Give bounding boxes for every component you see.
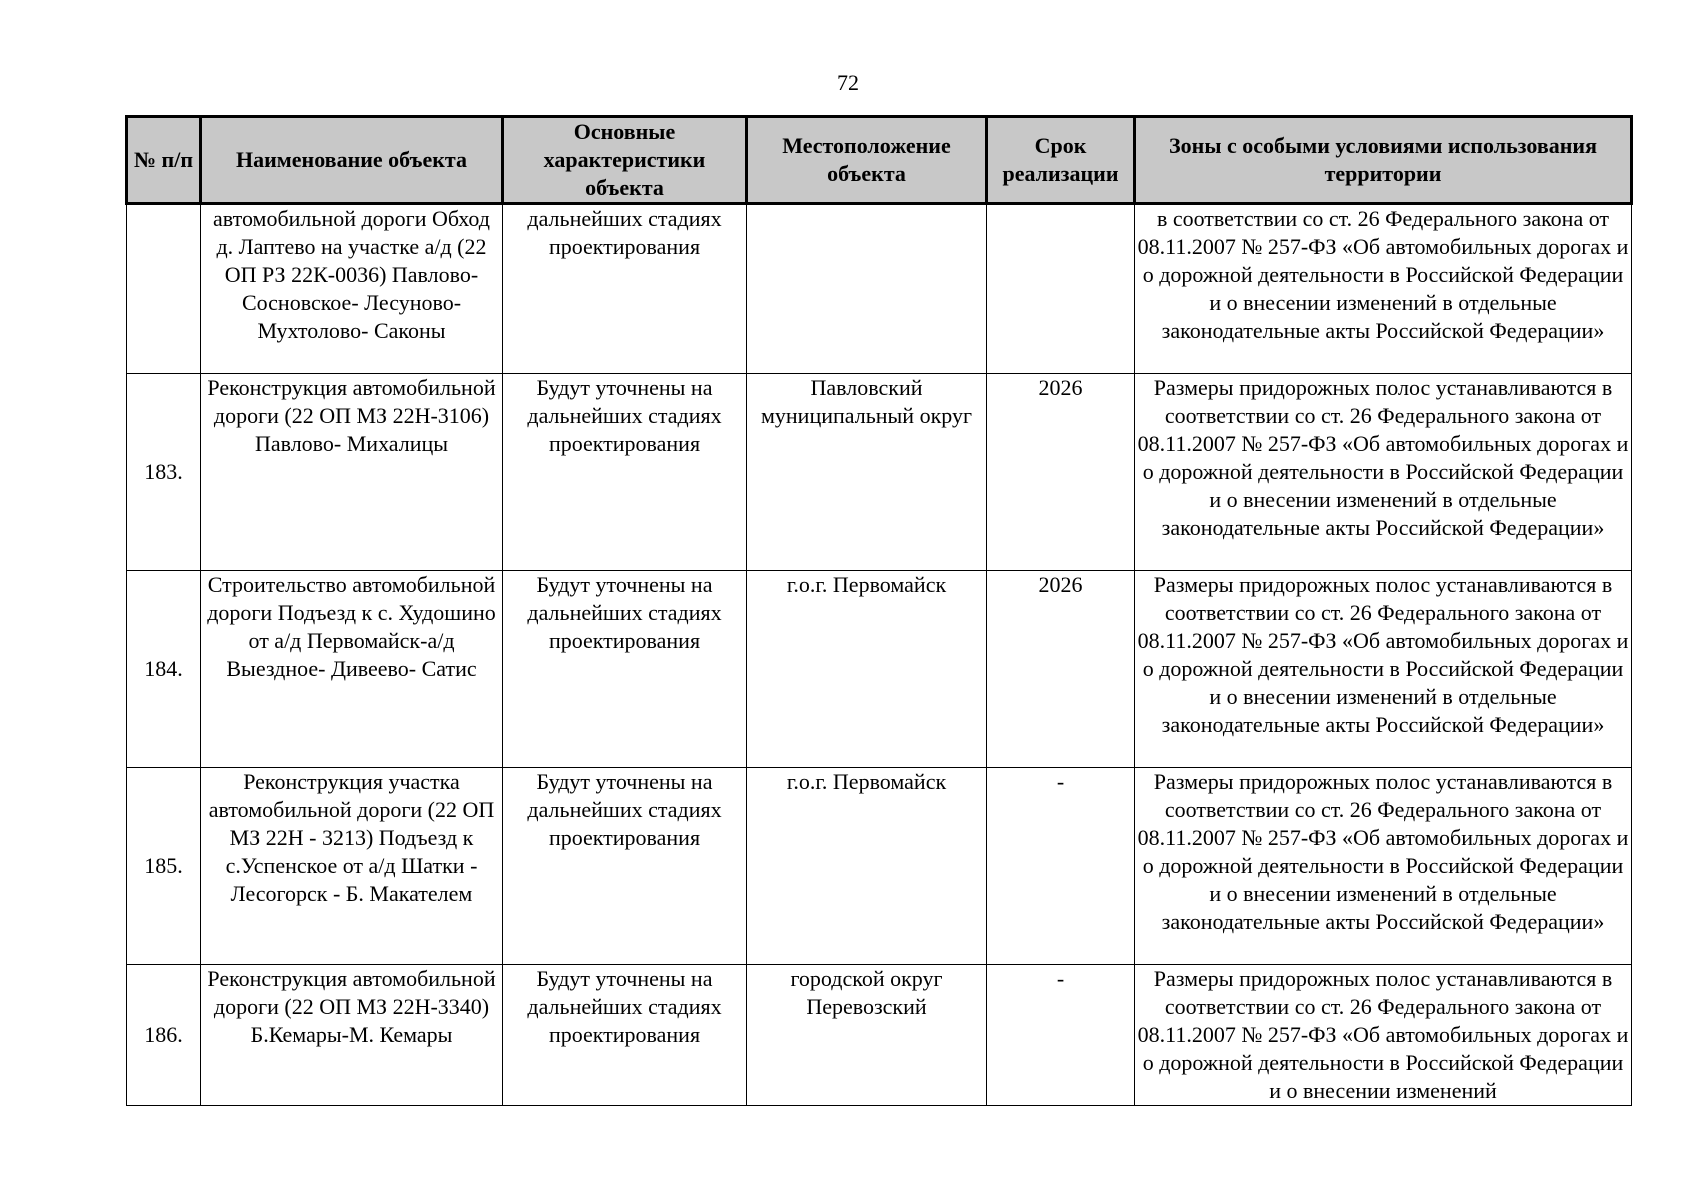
cell-location: городской округ Перевозский [747, 965, 987, 1106]
cell-number: 186. [127, 965, 201, 1106]
header-number: № п/п [127, 117, 201, 204]
cell-number: 184. [127, 571, 201, 768]
cell-term [987, 204, 1135, 374]
cell-term: - [987, 965, 1135, 1106]
cell-number [127, 204, 201, 374]
cell-characteristics: дальнейших стадиях проектирования [503, 204, 747, 374]
cell-zones: Размеры придорожных полос устанавливаются в соответствии со ст. 26 Федерального закона от 08.11.2007 № 257-ФЗ «Об автомобильных дорогах и о дорожной деятельности в Российской Федерации и о внесении изменений в отдельные законодательные акты Российской Федерации» [1135, 374, 1632, 571]
table-row [127, 204, 1632, 374]
cell-object-name: Строительство автомобильной дороги Подъезд к с. Худошино от а/д Первомайск-а/д Выездное- Дивеево- Сатис [201, 571, 503, 768]
header-object-name: Наименование объекта [201, 117, 503, 204]
cell-characteristics: Будут уточнены на дальнейших стадиях проектирования [503, 571, 747, 768]
table-row [127, 965, 1632, 1106]
cell-object-name: Реконструкция автомобильной дороги (22 ОП МЗ 22Н-3340) Б.Кемары-М. Кемары [201, 965, 503, 1106]
header-row [127, 117, 1632, 204]
cell-number: 185. [127, 768, 201, 965]
cell-term: 2026 [987, 571, 1135, 768]
table-row [127, 571, 1632, 768]
cell-zones: Размеры придорожных полос устанавливаются в соответствии со ст. 26 Федерального закона от 08.11.2007 № 257-ФЗ «Об автомобильных дорогах и о дорожной деятельности в Российской Федерации и о внесении изменений в отдельные законодательные акты Российской Федерации» [1135, 768, 1632, 965]
cell-zones: Размеры придорожных полос устанавливаются в соответствии со ст. 26 Федерального закона от 08.11.2007 № 257-ФЗ «Об автомобильных дорогах и о дорожной деятельности в Российской Федерации и о внесении изменений в отдельные законодательные акты Российской Федерации» [1135, 571, 1632, 768]
header-location: Местоположение объекта [747, 117, 987, 204]
cell-location: г.о.г. Первомайск [747, 571, 987, 768]
table-row [127, 374, 1632, 571]
cell-term: - [987, 768, 1135, 965]
table-body [127, 204, 1632, 1106]
page-number: 72 [837, 70, 859, 95]
table-row [127, 768, 1632, 965]
cell-zones: в соответствии со ст. 26 Федерального закона от 08.11.2007 № 257-ФЗ «Об автомобильных дорогах и о дорожной деятельности в Российской Федерации и о внесении изменений в отдельные законодательные акты Российской Федерации» [1135, 204, 1632, 374]
cell-object-name: Реконструкция автомобильной дороги (22 ОП МЗ 22Н-3106) Павлово- Михалицы [201, 374, 503, 571]
cell-characteristics: Будут уточнены на дальнейших стадиях проектирования [503, 374, 747, 571]
cell-object-name: Реконструкция участка автомобильной дороги (22 ОП МЗ 22Н - 3213) Подъезд к с.Успенское от а/д Шатки - Лесогорск - Б. Макателем [201, 768, 503, 965]
objects-table [125, 115, 1633, 1106]
cell-location: Павловский муниципальный округ [747, 374, 987, 571]
cell-zones: Размеры придорожных полос устанавливаются в соответствии со ст. 26 Федерального закона от 08.11.2007 № 257-ФЗ «Об автомобильных дорогах и о дорожной деятельности в Российской Федерации и о внесении изменений [1135, 965, 1632, 1106]
header-characteristics: Основные характеристики объекта [503, 117, 747, 204]
cell-term: 2026 [987, 374, 1135, 571]
cell-location: г.о.г. Первомайск [747, 768, 987, 965]
cell-object-name: автомобильной дороги Обход д. Лаптево на участке а/д (22 ОП РЗ 22К-0036) Павлово- Сосновское- Лесуново- Мухтолово- Саконы [201, 204, 503, 374]
cell-number: 183. [127, 374, 201, 571]
cell-location [747, 204, 987, 374]
header-zones: Зоны с особыми условиями использования территории [1135, 117, 1632, 204]
cell-characteristics: Будут уточнены на дальнейших стадиях проектирования [503, 965, 747, 1106]
table-header [127, 117, 1632, 204]
header-term: Срок реализации [987, 117, 1135, 204]
cell-characteristics: Будут уточнены на дальнейших стадиях проектирования [503, 768, 747, 965]
